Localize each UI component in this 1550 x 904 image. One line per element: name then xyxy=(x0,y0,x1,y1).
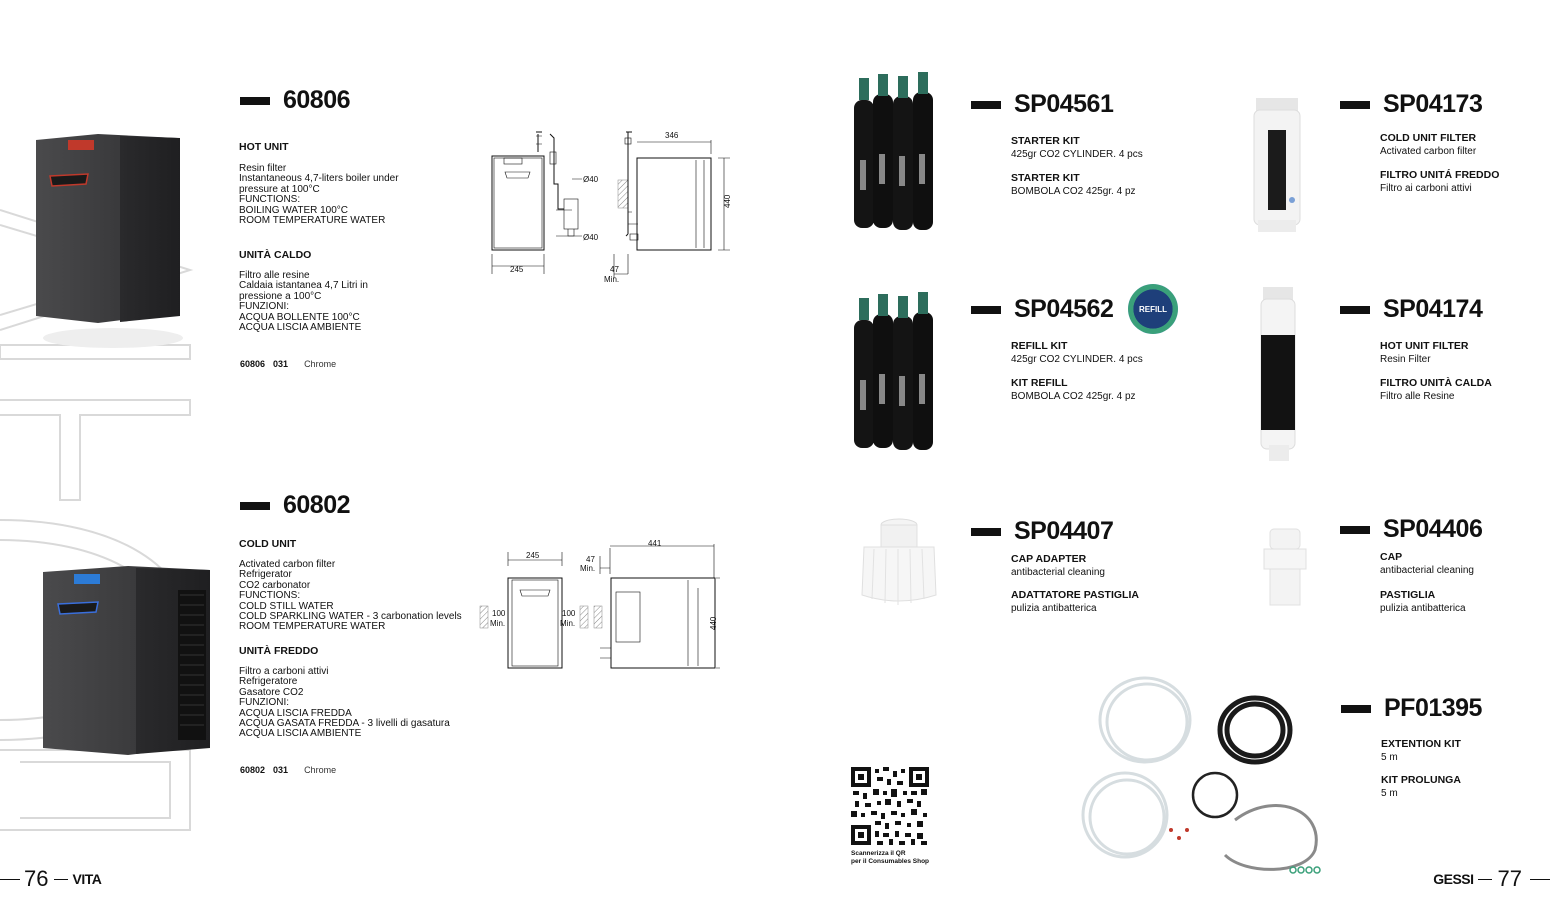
code-dash xyxy=(971,528,1001,536)
product-code-sp04173 xyxy=(1340,90,1482,119)
product-code-text: SP04174 xyxy=(1383,295,1483,323)
product-code-text: SP04173 xyxy=(1383,90,1483,118)
hot-unit-title: HOT UNIT xyxy=(239,141,289,153)
item-title-it: ADATTATORE PASTIGLIA xyxy=(1011,589,1139,601)
item-desc-it: 5 m xyxy=(1381,788,1398,799)
cap-adapter-image xyxy=(858,515,940,615)
item-desc-it: Filtro ai carboni attivi xyxy=(1380,183,1472,194)
item-desc-en: 425gr CO2 CYLINDER. 4 pcs xyxy=(1011,354,1143,365)
product-code-sp04407 xyxy=(971,517,1113,546)
left-footer xyxy=(0,866,101,892)
item-desc-it: pulizia antibatterica xyxy=(1011,603,1097,614)
item-title-en: STARTER KIT xyxy=(1011,135,1080,147)
hot-unit-drawing xyxy=(480,124,740,289)
product-code-text: PF01395 xyxy=(1384,694,1482,722)
item-title-it: KIT REFILL xyxy=(1011,377,1068,389)
footer-rule xyxy=(0,879,20,880)
code-dash xyxy=(1340,101,1370,109)
item-desc-en: antibacterial cleaning xyxy=(1380,565,1474,576)
variant-code: 60806 xyxy=(240,359,266,369)
dim-side1-min: Min. xyxy=(490,619,506,628)
cap-image xyxy=(1260,525,1310,610)
dim-pipe2: Ø40 xyxy=(583,233,599,242)
dim-height: 440 xyxy=(723,194,732,208)
item-desc-it: pulizia antibatterica xyxy=(1380,603,1466,614)
product-code-text: SP04407 xyxy=(1014,517,1114,545)
product-code-60806 xyxy=(240,86,350,115)
item-desc-it: BOMBOLA CO2 425gr. 4 pz xyxy=(1011,186,1136,197)
hot-unit-image xyxy=(28,128,198,358)
dim-min: 47 xyxy=(610,265,619,274)
dim-depth: 346 xyxy=(665,131,679,140)
hot-filter-image xyxy=(1255,285,1305,470)
page-number: 76 xyxy=(24,866,49,891)
item-desc-it: Filtro alle Resine xyxy=(1380,391,1455,402)
unita-caldo-title: UNITÀ CALDO xyxy=(239,249,312,261)
product-code-text: SP04561 xyxy=(1014,90,1114,118)
product-code-sp04562 xyxy=(971,295,1113,324)
qr-code[interactable] xyxy=(851,767,929,845)
hot-unit-description: Resin filter Instantaneous 4,7-liters boiler under pressure at 100°C FUNCTIONS: BOILING WATER 100°C ROOM TEMPERATURE WATER xyxy=(239,163,399,227)
page-number: 77 xyxy=(1497,866,1522,891)
product-code-sp04406 xyxy=(1340,515,1482,544)
item-title-it: PASTIGLIA xyxy=(1380,589,1436,601)
item-desc-en: antibacterial cleaning xyxy=(1011,567,1105,578)
product-code-pf01395 xyxy=(1341,694,1482,723)
right-footer xyxy=(1433,866,1550,892)
cold-unit-drawing xyxy=(476,538,726,673)
unita-caldo-description: Filtro alle resine Caldaia istantanea 4,7 Litri in pressione a 100°C FUNZIONI: ACQUA BOLLENTE 100°C ACQUA LISCIA AMBIENTE xyxy=(239,270,368,334)
variant-finish: Chrome xyxy=(304,765,337,775)
cold-unit-title: COLD UNIT xyxy=(239,538,297,550)
code-dash xyxy=(240,97,270,105)
item-title-en: COLD UNIT FILTER xyxy=(1380,132,1477,144)
product-code-text: 60802 xyxy=(283,491,351,519)
item-title-en: REFILL KIT xyxy=(1011,340,1068,352)
variant-finish-code: 031 xyxy=(273,765,289,775)
qr-caption-line2: per il Consumables Shop xyxy=(851,857,930,865)
item-desc-en: Activated carbon filter xyxy=(1380,146,1477,157)
item-desc-it: BOMBOLA CO2 425gr. 4 pz xyxy=(1011,391,1136,402)
unita-freddo-description: Filtro a carboni attivi Refrigeratore Gasatore CO2 FUNZIONI: ACQUA LISCIA FREDDA ACQUA GASATA FREDDA - 3 livelli di gasatura ACQUA LISCIA AMBIENTE xyxy=(239,666,450,740)
item-title-en: EXTENTION KIT xyxy=(1381,738,1461,750)
dim-side2-min: Min. xyxy=(560,619,576,628)
co2-cylinders-image xyxy=(850,72,945,247)
dim-pipe1: Ø40 xyxy=(583,175,599,184)
dim-height: 440 xyxy=(709,616,718,630)
refill-cylinders-image xyxy=(850,292,945,467)
cold-unit-description: Activated carbon filter Refrigerator CO2 carbonator FUNCTIONS: COLD STILL WATER COLD SPARKLING WATER - 3 carbonation levels ROOM TEMPERATURE WATER xyxy=(239,559,462,633)
dim-width: 245 xyxy=(510,265,524,274)
brand-logo: GESSI xyxy=(1433,871,1474,887)
dim-side2: 100 xyxy=(562,609,576,618)
variant-finish: Chrome xyxy=(304,359,337,369)
product-code-sp04561 xyxy=(971,90,1113,119)
code-dash xyxy=(240,502,270,510)
product-code-sp04174 xyxy=(1340,295,1482,324)
dim-min-label: Min. xyxy=(580,564,596,573)
dim-min: 47 xyxy=(586,555,595,564)
item-desc-en: 425gr CO2 CYLINDER. 4 pcs xyxy=(1011,149,1143,160)
item-title-it: STARTER KIT xyxy=(1011,172,1080,184)
item-desc-en: 5 m xyxy=(1381,752,1398,763)
code-dash xyxy=(1340,306,1370,314)
qr-caption-line1: Scannerizza il QR xyxy=(851,850,906,857)
code-dash xyxy=(1340,526,1370,534)
item-title-it: FILTRO UNITÁ FREDDO xyxy=(1380,169,1500,181)
dim-side1: 100 xyxy=(492,609,506,618)
variant-row-60802 xyxy=(240,765,336,775)
qr-caption xyxy=(851,850,929,865)
unita-freddo-title: UNITÀ FREDDO xyxy=(239,645,319,657)
code-dash xyxy=(1341,705,1371,713)
product-code-text: 60806 xyxy=(283,86,351,114)
footer-rule xyxy=(1478,879,1492,880)
item-title-it: FILTRO UNITÀ CALDA xyxy=(1380,377,1492,389)
code-dash xyxy=(971,101,1001,109)
variant-code: 60802 xyxy=(240,765,266,775)
item-title-en: HOT UNIT FILTER xyxy=(1380,340,1469,352)
dim-width: 245 xyxy=(526,551,540,560)
cold-unit-image xyxy=(38,560,218,760)
brand-logo: VITA xyxy=(72,871,102,887)
item-title-it: KIT PROLUNGA xyxy=(1381,774,1461,786)
dim-depth: 441 xyxy=(648,539,662,548)
item-title-en: CAP xyxy=(1380,551,1403,563)
item-title-en: CAP ADAPTER xyxy=(1011,553,1087,565)
cold-filter-image xyxy=(1250,90,1305,250)
product-code-text: SP04562 xyxy=(1014,295,1114,323)
code-dash xyxy=(971,306,1001,314)
product-code-60802 xyxy=(240,491,350,520)
refill-badge-text: REFILL xyxy=(1139,304,1167,314)
refill-badge xyxy=(1128,284,1178,334)
footer-rule xyxy=(54,879,68,880)
variant-finish-code: 031 xyxy=(273,359,289,369)
extension-kit-image xyxy=(1075,670,1340,880)
product-code-text: SP04406 xyxy=(1383,515,1483,543)
item-desc-en: Resin Filter xyxy=(1380,354,1431,365)
variant-row-60806 xyxy=(240,359,336,369)
footer-rule xyxy=(1530,879,1550,880)
dim-min-label: Min. xyxy=(604,275,620,284)
